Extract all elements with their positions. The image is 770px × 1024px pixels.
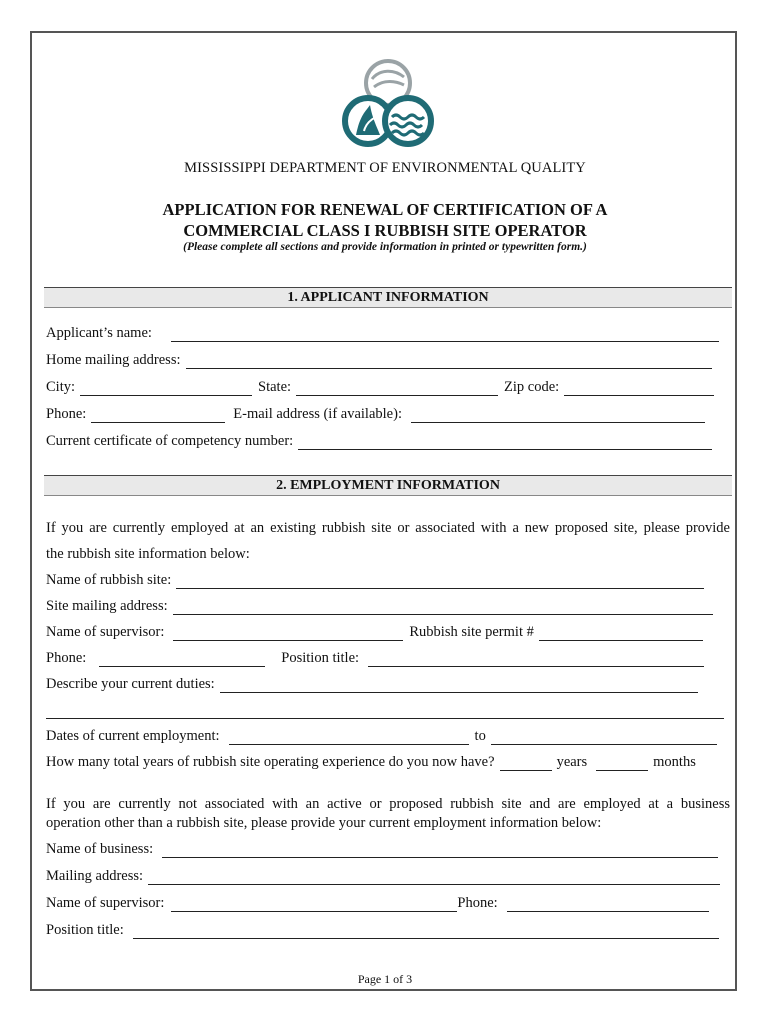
- months-label: months: [653, 754, 696, 770]
- applicant-name-row: [46, 322, 719, 342]
- months-field[interactable]: [596, 755, 648, 771]
- certificate-label: Current certificate of competency number:: [46, 433, 294, 449]
- state-field[interactable]: [296, 380, 498, 396]
- form-instructions: (Please complete all sections and provide information in printed or typewritten form.): [183, 241, 587, 253]
- state-label: State:: [258, 379, 292, 395]
- agency-name: MISSISSIPPI DEPARTMENT OF ENVIRONMENTAL QUALITY: [184, 160, 586, 176]
- employment-intro-line1: If you are currently employed at an existing rubbish site or associated with a new proposed site, please provide: [46, 520, 730, 536]
- phone-email-row: [46, 403, 705, 423]
- home-address-label: Home mailing address:: [46, 352, 181, 368]
- end-date-field[interactable]: [491, 729, 717, 745]
- supervisor-field[interactable]: [173, 625, 403, 641]
- mailing-address-row: [46, 865, 720, 885]
- city-label: City:: [46, 379, 76, 395]
- permit-field[interactable]: [539, 625, 703, 641]
- employment-dates-row: [46, 725, 717, 745]
- form-title-line2: COMMERCIAL CLASS I RUBBISH SITE OPERATOR: [183, 221, 587, 240]
- applicant-name-label: Applicant’s name:: [46, 325, 152, 341]
- city-state-zip-row: [46, 376, 714, 396]
- page-number: Page 1 of 3: [357, 972, 413, 986]
- site-address-field[interactable]: [173, 599, 713, 615]
- duties-field[interactable]: [220, 677, 698, 693]
- business-name-row: [46, 838, 718, 858]
- city-field[interactable]: [80, 380, 252, 396]
- site-name-label: Name of rubbish site:: [46, 572, 172, 588]
- to-label: to: [474, 728, 486, 744]
- mdeq-logo: [336, 55, 440, 155]
- mailing-address-label: Mailing address:: [46, 868, 144, 884]
- site-name-row: [46, 569, 704, 589]
- alt-employment-line2: operation other than a rubbish site, please provide your current employment information below:: [46, 815, 602, 831]
- business-position-field[interactable]: [133, 923, 719, 939]
- zip-field[interactable]: [564, 380, 714, 396]
- site-name-field[interactable]: [176, 573, 704, 589]
- business-phone-field[interactable]: [507, 896, 709, 912]
- home-address-row: [46, 349, 712, 369]
- duties-row: [46, 673, 698, 693]
- business-position-row: [46, 919, 719, 939]
- email-field[interactable]: [411, 407, 705, 423]
- site-phone-label: Phone:: [46, 650, 87, 666]
- business-supervisor-row: [46, 892, 709, 912]
- experience-question: How many total years of rubbish site operating experience do you now have?: [46, 754, 495, 770]
- section1-heading: 1. APPLICANT INFORMATION: [44, 287, 732, 308]
- position-field[interactable]: [368, 651, 704, 667]
- supervisor-permit-row: [46, 621, 703, 641]
- form-title-line1: APPLICATION FOR RENEWAL OF CERTIFICATION OF A: [162, 200, 608, 219]
- duties-continuation-row: [46, 699, 724, 719]
- certificate-field[interactable]: [298, 434, 712, 450]
- business-name-label: Name of business:: [46, 841, 154, 857]
- email-label: E-mail address (if available):: [233, 406, 402, 422]
- duties-label: Describe your current duties:: [46, 676, 215, 692]
- duties-continuation-field[interactable]: [46, 703, 724, 719]
- home-address-field[interactable]: [186, 353, 712, 369]
- years-field[interactable]: [500, 755, 552, 771]
- business-phone-label: Phone:: [457, 895, 498, 911]
- years-label: years: [556, 754, 588, 770]
- mailing-address-field[interactable]: [148, 869, 720, 885]
- permit-label: Rubbish site permit #: [409, 624, 534, 640]
- position-label: Position title:: [281, 650, 360, 666]
- business-position-label: Position title:: [46, 922, 124, 938]
- phone-field[interactable]: [91, 407, 225, 423]
- site-address-label: Site mailing address:: [46, 598, 168, 614]
- experience-row: [46, 751, 701, 771]
- site-phone-field[interactable]: [99, 651, 265, 667]
- site-address-row: [46, 595, 713, 615]
- business-supervisor-field[interactable]: [171, 896, 457, 912]
- start-date-field[interactable]: [229, 729, 469, 745]
- section2-heading: 2. EMPLOYMENT INFORMATION: [44, 475, 732, 496]
- alt-employment-line1: If you are currently not associated with an active or proposed rubbish site and are employed at a business: [46, 796, 730, 812]
- supervisor-label: Name of supervisor:: [46, 624, 165, 640]
- dates-label: Dates of current employment:: [46, 728, 220, 744]
- zip-label: Zip code:: [504, 379, 560, 395]
- certificate-row: [46, 430, 712, 450]
- business-supervisor-label: Name of supervisor:: [46, 895, 165, 911]
- applicant-name-field[interactable]: [171, 326, 719, 342]
- phone-position-row: [46, 647, 704, 667]
- phone-label: Phone:: [46, 406, 87, 422]
- employment-intro-line2: the rubbish site information below:: [46, 546, 250, 562]
- business-name-field[interactable]: [162, 842, 718, 858]
